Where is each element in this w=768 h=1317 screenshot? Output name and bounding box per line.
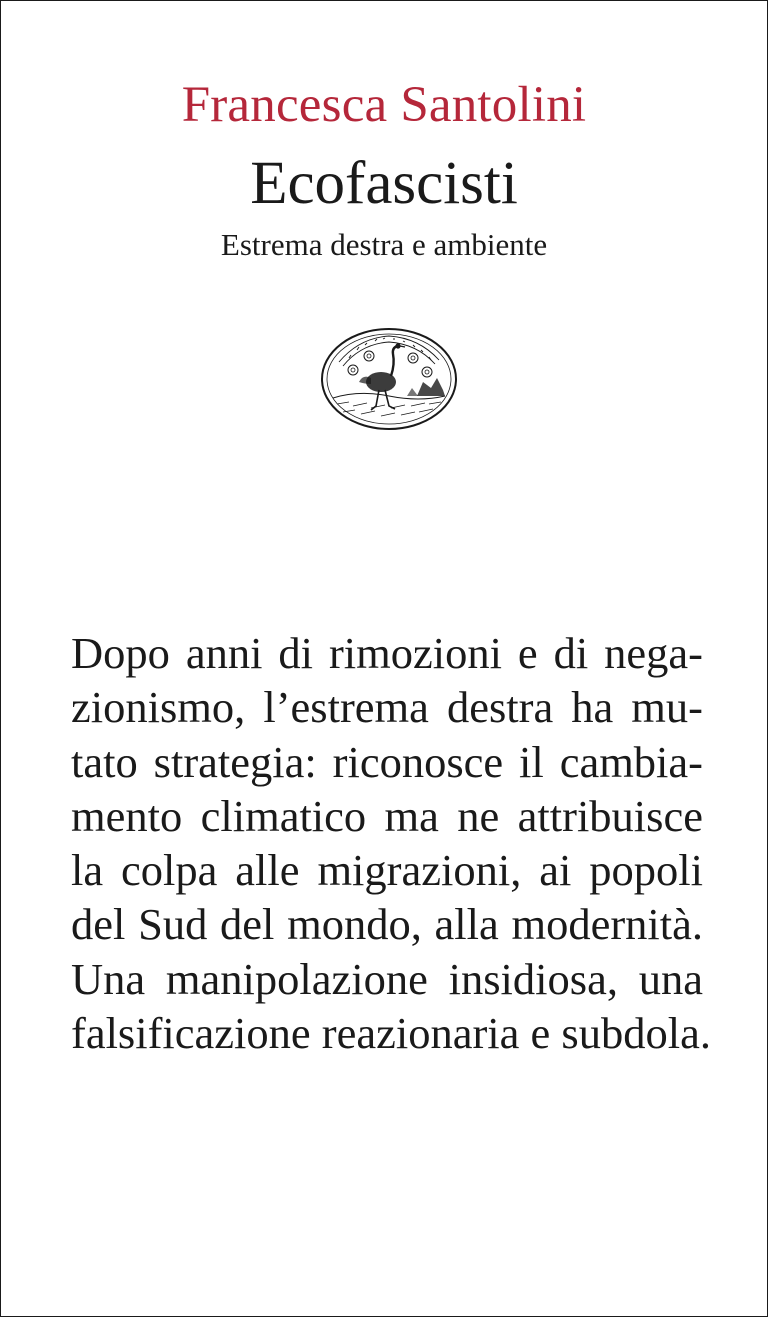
blurb-line: mento climatico ma ne attribuisce bbox=[71, 790, 703, 841]
blurb-line: Una manipolazione insidiosa, una bbox=[71, 953, 703, 1004]
blurb-line: del Sud del mondo, alla modernità. bbox=[71, 899, 703, 950]
blurb-line: la colpa alle migrazioni, ai popoli bbox=[71, 845, 703, 896]
ostrich-emblem-icon bbox=[319, 326, 459, 432]
book-title: Ecofascisti bbox=[250, 150, 518, 217]
blurb-line: tato strategia: riconosce il cambia- bbox=[71, 736, 703, 787]
blurb-line: falsificazione reazionaria e subdola. bbox=[71, 1008, 711, 1059]
blurb-line: Dopo anni di rimozioni e di nega- bbox=[71, 628, 703, 678]
blurb bbox=[71, 626, 711, 1060]
book-subtitle: Estrema destra e ambiente bbox=[220, 227, 548, 262]
blurb-line: zionismo, l’estrema destra ha mu- bbox=[71, 682, 703, 733]
author-name: Francesca Santolini bbox=[181, 77, 587, 133]
